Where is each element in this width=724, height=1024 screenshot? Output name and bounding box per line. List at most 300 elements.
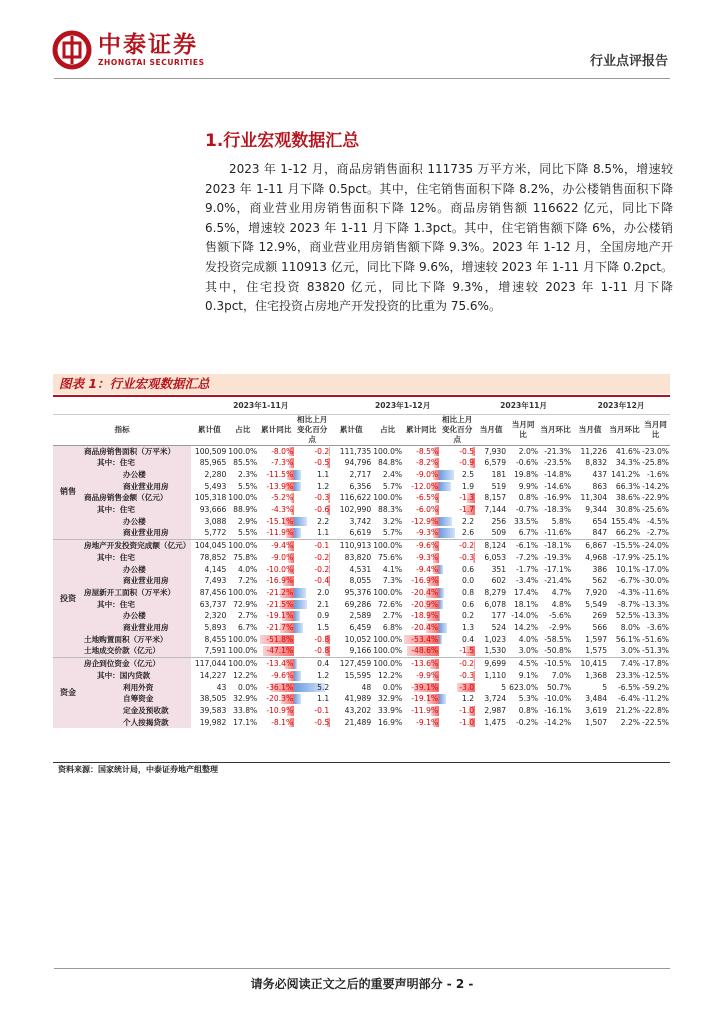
cell-value: 2.6 <box>462 528 475 538</box>
cell-value: -0.9 <box>459 458 475 468</box>
cell-value: -8.0% <box>271 446 294 456</box>
indicator-name: 其中：住宅 <box>83 599 191 611</box>
column-header: 占比 <box>227 414 258 445</box>
cell-value: -22.8% <box>642 705 669 715</box>
column-header: 当月环比 <box>539 414 572 445</box>
positive-data-bar <box>294 517 307 527</box>
data-bar-cell <box>439 504 475 516</box>
macro-data-table-container <box>53 398 670 762</box>
data-bar-cell <box>439 645 475 657</box>
indicator-name: 其中：住宅 <box>83 457 191 469</box>
cell-value: -10.0% <box>266 564 294 574</box>
cell-value: -19.1% <box>266 611 294 621</box>
data-bar-cell <box>439 717 475 729</box>
data-bar-cell <box>294 516 330 528</box>
cell-value: -58.5% <box>544 634 572 644</box>
cell-value: -21.2% <box>266 587 294 597</box>
data-bar-cell <box>258 575 294 587</box>
cell-value: 21,489 <box>344 717 372 727</box>
data-bar-cell <box>258 705 294 717</box>
cell-value: 11,226 <box>580 446 608 456</box>
data-bar-cell <box>403 622 439 634</box>
indicator-name: 土地购置面积（万平米） <box>83 634 191 646</box>
cell-value: 100.0% <box>373 446 403 456</box>
cell-value: -47.1% <box>266 646 294 656</box>
cell-value: -14.0% <box>511 611 539 621</box>
cell-value: -51.6% <box>642 634 669 644</box>
cell-value: 7,920 <box>585 587 608 597</box>
cell-value: 2,280 <box>204 469 227 479</box>
data-bar-cell <box>439 445 475 457</box>
data-bar-cell <box>294 599 330 611</box>
cell-value: 269 <box>592 611 608 621</box>
negative-data-bar <box>330 541 331 551</box>
data-bar-cell <box>439 682 475 694</box>
data-bar-cell <box>403 670 439 682</box>
cell-value: 0.0% <box>382 682 403 692</box>
cell-value: 4.0% <box>518 634 539 644</box>
indicator-name: 其中：国内贷款 <box>83 670 191 682</box>
cell-value: 34.3% <box>615 458 641 468</box>
cell-value: -6.4% <box>617 694 641 704</box>
data-bar-cell <box>294 717 330 729</box>
cell-value: -15.5% <box>608 540 641 552</box>
cell-value: 1.2 <box>317 481 330 491</box>
cell-value: 1,507 <box>585 717 608 727</box>
cell-value: -2.7% <box>646 528 669 538</box>
cell-value: 6,459 <box>349 623 372 633</box>
cell-value: -23.0% <box>642 446 669 456</box>
table-row <box>53 504 670 516</box>
cell-value: 102,990 <box>339 505 372 515</box>
negative-data-bar <box>330 706 331 716</box>
cell-value: 6,619 <box>349 528 372 538</box>
cell-value: -11.6% <box>544 528 572 538</box>
cell-value: 72.6% <box>378 599 403 609</box>
cell-value: -1.3 <box>459 493 475 503</box>
cell-value: -51.3% <box>642 646 669 656</box>
cell-value: -6.5% <box>416 493 439 503</box>
cell-value: 11,304 <box>580 493 608 503</box>
period-header: 2023年1-12月 <box>330 398 475 414</box>
cell-value: 5.5% <box>237 481 258 491</box>
cell-value: 2.1 <box>317 599 330 609</box>
data-bar-cell <box>403 481 439 493</box>
figure-title-divider <box>53 395 670 397</box>
cell-value: 5.7% <box>382 528 403 538</box>
cell-value: -25.6% <box>642 505 669 515</box>
section-label: 投资 <box>53 540 83 658</box>
positive-data-bar <box>439 623 447 633</box>
cell-value: -13.6% <box>411 659 439 669</box>
cell-value: 100.0% <box>373 659 403 669</box>
cell-value: 100.0% <box>373 646 403 656</box>
positive-data-bar <box>294 482 301 492</box>
data-bar-cell <box>258 693 294 705</box>
data-bar-cell <box>403 587 439 599</box>
cell-value: -8.1% <box>271 717 294 727</box>
table-row <box>53 457 670 469</box>
zhongtai-logo-icon <box>52 30 92 70</box>
cell-value: -7.3% <box>271 458 294 468</box>
cell-value: 94,796 <box>344 458 372 468</box>
indicator-name: 定金及预收款 <box>83 705 191 717</box>
cell-value: 78,852 <box>199 552 227 562</box>
table-row <box>53 575 670 587</box>
period-header: 2023年12月 <box>572 398 670 414</box>
positive-data-bar <box>294 528 301 538</box>
indicator-name: 商品房销售金额（亿元） <box>83 492 191 504</box>
cell-value: 256 <box>491 516 507 526</box>
cell-value: 32.9% <box>233 694 258 704</box>
cell-value: 4.0% <box>237 564 258 574</box>
figure-source: 资料来源：国家统计局，中泰证券地产组整理 <box>58 765 218 774</box>
cell-value: 127,459 <box>330 658 372 670</box>
data-bar-cell <box>439 634 475 646</box>
cell-value: -0.2 <box>459 541 475 551</box>
cell-value: 7,493 <box>204 576 227 586</box>
cell-value: 1.2 <box>462 694 475 704</box>
cell-value: -17.1% <box>544 564 572 574</box>
indicator-name: 其中：住宅 <box>83 552 191 564</box>
cell-value: 23.3% <box>615 670 641 680</box>
cell-value: 100.0% <box>228 659 258 669</box>
cell-value: -4.5% <box>646 516 669 526</box>
data-bar-cell <box>439 552 475 564</box>
data-bar-cell <box>403 682 439 694</box>
cell-value: 509 <box>491 528 507 538</box>
cell-value: 1.5 <box>317 623 330 633</box>
data-bar-cell <box>403 516 439 528</box>
cell-value: 0.0 <box>462 576 475 586</box>
column-header: 相比上月变化百分点 <box>439 414 475 445</box>
cell-value: -22.9% <box>642 493 669 503</box>
data-bar-cell <box>258 445 294 457</box>
cell-value: 111,735 <box>339 446 372 456</box>
cell-value: -17.8% <box>642 659 669 669</box>
cell-value: 10,052 <box>344 634 372 644</box>
cell-value: -21.5% <box>266 599 294 609</box>
cell-value: 2.7% <box>237 611 258 621</box>
data-bar-cell <box>403 599 439 611</box>
cell-value: 2.0% <box>518 446 539 456</box>
cell-value: 2,717 <box>349 469 372 479</box>
cell-value: 104,045 <box>191 540 227 552</box>
data-bar-cell <box>403 634 439 646</box>
positive-data-bar <box>439 694 446 704</box>
cell-value: -7.2% <box>516 552 539 562</box>
data-bar-cell <box>439 622 475 634</box>
data-bar-cell <box>258 540 294 552</box>
cell-value: 41.6% <box>615 446 641 456</box>
cell-value: 83,820 <box>344 552 372 562</box>
table-row <box>53 634 670 646</box>
cell-value: 3,088 <box>204 516 227 526</box>
cell-value: 5.8% <box>551 516 572 526</box>
table-row <box>53 658 670 670</box>
cell-value: 110,913 <box>330 540 372 552</box>
cell-value: 654 <box>592 516 608 526</box>
cell-value: 524 <box>491 623 507 633</box>
cell-value: -0.5 <box>314 458 330 468</box>
data-bar-cell <box>258 564 294 576</box>
data-bar-cell <box>258 634 294 646</box>
cell-value: -25.8% <box>642 458 669 468</box>
indicator-name: 其中：住宅 <box>83 504 191 516</box>
positive-data-bar <box>439 565 443 575</box>
cell-value: 5.7% <box>382 481 403 491</box>
negative-data-bar <box>329 565 330 575</box>
data-bar-cell <box>294 457 330 469</box>
cell-value: -30.0% <box>642 576 669 586</box>
cell-value: -0.2 <box>314 552 330 562</box>
logo-chinese-name: 中泰证券 <box>98 32 198 58</box>
data-bar-cell <box>439 587 475 599</box>
table-row <box>53 599 670 611</box>
cell-value: 8,279 <box>484 587 507 597</box>
cell-value: 351 <box>491 564 507 574</box>
table-row <box>53 492 670 504</box>
data-bar-cell <box>403 492 439 504</box>
positive-data-bar <box>294 694 301 704</box>
cell-value: -0.3 <box>314 493 330 503</box>
cell-value: 8,124 <box>475 540 507 552</box>
data-bar-cell <box>294 682 330 694</box>
cell-value: 6.7% <box>237 623 258 633</box>
data-bar-cell <box>258 587 294 599</box>
cell-value: -4.3% <box>617 587 641 597</box>
data-bar-cell <box>439 564 475 576</box>
cell-value: -20.9% <box>411 599 439 609</box>
cell-value: 0.9 <box>317 611 330 621</box>
data-bar-cell <box>258 599 294 611</box>
data-bar-cell <box>439 540 475 552</box>
cell-value: 6,867 <box>572 540 608 552</box>
cell-value: -18.3% <box>544 505 572 515</box>
indicator-name: 自筹资金 <box>83 693 191 705</box>
indicator-name: 办公楼 <box>83 516 191 528</box>
data-bar-cell <box>294 504 330 516</box>
cell-value: -0.3 <box>459 670 475 680</box>
data-bar-cell <box>403 645 439 657</box>
body-paragraph: 2023 年 1-12 月，商品房销售面积 111735 万平方米，同比下降 8.5%，增速较 2023 年 1-11 月下降 0.5pct。其中，住宅销售面积下降 8.2%，办公楼销售面积下降 9.0%，商业营业用房销售面积下降 12%。商品房销售额 116622 亿元，同比下降 6.5%，增速较 2023 年 1-11 月下降 1.3pct。其中，住宅销售额下降 6%，办公楼销售额下降 12.9%，商业营业用房销售额下降 9.3%。2023 年 1-12 月，全国房地产开发投资完成额 110913 亿元，同比下降 9.6%，增速较 2023 年 1-11 月下降 0.2pct。其中，住宅投资 83820 亿元，同比下降 9.3%，增速较 2023 年 1-11 月下降 0.3pct，住宅投资占房地产开发投资的比重为 75.6%。 <box>205 162 673 314</box>
data-bar-cell <box>294 610 330 622</box>
cell-value: 4.5% <box>507 658 539 670</box>
cell-value: 1,023 <box>484 634 507 644</box>
cell-value: -11.9% <box>266 528 294 538</box>
cell-value: 2.9% <box>237 516 258 526</box>
cell-value: -9.4% <box>271 541 294 551</box>
section-title: 1.行业宏观数据汇总 <box>205 131 360 151</box>
data-bar-cell <box>258 658 294 670</box>
cell-value: 2,589 <box>349 611 372 621</box>
cell-value: 38,505 <box>199 694 227 704</box>
cell-value: 6.8% <box>382 623 403 633</box>
cell-value: 100.0% <box>373 634 403 644</box>
cell-value: 100.0% <box>228 446 258 456</box>
data-bar-cell <box>403 552 439 564</box>
report-type-label: 行业点评报告 <box>589 54 668 69</box>
data-bar-cell <box>439 492 475 504</box>
data-bar-cell <box>439 457 475 469</box>
cell-value: 2.2 <box>462 516 475 526</box>
cell-value: 50.7% <box>546 682 572 692</box>
cell-value: -0.1 <box>314 541 330 551</box>
data-bar-cell <box>403 658 439 670</box>
cell-value: 12.2% <box>378 670 403 680</box>
footer-divider <box>54 968 670 969</box>
cell-value: 1.1 <box>317 694 330 704</box>
data-bar-cell <box>403 575 439 587</box>
cell-value: 5 <box>602 682 608 692</box>
cell-value: -17.0% <box>642 564 669 574</box>
cell-value: 21.2% <box>615 705 641 715</box>
cell-value: 1.1 <box>317 469 330 479</box>
negative-data-bar <box>474 659 475 669</box>
company-logo <box>52 30 205 70</box>
cell-value: -3.0 <box>459 682 475 692</box>
cell-value: -20.4% <box>411 623 439 633</box>
cell-value: 100.0% <box>373 587 403 597</box>
cell-value: 7.2% <box>237 576 258 586</box>
cell-value: -14.2% <box>642 481 669 491</box>
cell-value: -21.3% <box>544 446 572 456</box>
cell-value: 14,227 <box>199 670 227 680</box>
cell-value: -13.3% <box>642 599 669 609</box>
table-row <box>53 622 670 634</box>
section-label: 资金 <box>53 658 83 729</box>
positive-data-bar <box>439 611 440 621</box>
data-bar-cell <box>403 469 439 481</box>
table-row <box>53 610 670 622</box>
data-bar-cell <box>258 682 294 694</box>
cell-value: 75.6% <box>378 552 403 562</box>
cell-value: 85,965 <box>199 458 227 468</box>
cell-value: 0.8 <box>462 587 475 597</box>
cell-value: 6,356 <box>349 481 372 491</box>
cell-value: 38.6% <box>615 493 641 503</box>
cell-value: 12.2% <box>233 670 258 680</box>
cell-value: 3,619 <box>585 705 608 715</box>
cell-value: -9.3% <box>416 552 439 562</box>
data-bar-cell <box>403 527 439 539</box>
cell-value: -11.9% <box>411 705 439 715</box>
cell-value: 2,987 <box>484 705 507 715</box>
cell-value: -59.2% <box>642 682 669 692</box>
cell-value: 8,455 <box>204 634 227 644</box>
cell-value: 0.4 <box>462 634 475 644</box>
cell-value: -24.0% <box>642 541 669 551</box>
header-divider <box>54 78 670 79</box>
cell-value: 48 <box>361 682 372 692</box>
positive-data-bar <box>294 611 299 621</box>
data-bar-cell <box>258 481 294 493</box>
cell-value: -12.0% <box>411 481 439 491</box>
cell-value: 9,166 <box>349 646 372 656</box>
cell-value: 7.0% <box>551 670 572 680</box>
cell-value: -9.0% <box>271 552 294 562</box>
cell-value: -16.9% <box>544 493 572 503</box>
cell-value: 7,930 <box>484 446 507 456</box>
table-row <box>53 540 670 552</box>
cell-value: -16.9% <box>266 576 294 586</box>
data-bar-cell <box>258 527 294 539</box>
data-bar-cell <box>403 445 439 457</box>
cell-value: 87,456 <box>199 587 227 597</box>
cell-value: 6,579 <box>484 458 507 468</box>
cell-value: 63,737 <box>199 599 227 609</box>
cell-value: -16.1% <box>544 705 572 715</box>
cell-value: -5.2% <box>271 493 294 503</box>
positive-data-bar <box>294 623 303 633</box>
negative-data-bar <box>474 541 475 551</box>
cell-value: 5.5% <box>237 528 258 538</box>
cell-value: 100.0% <box>373 541 403 551</box>
cell-value: -23.5% <box>544 458 572 468</box>
data-bar-cell <box>258 516 294 528</box>
cell-value: -0.5 <box>459 446 475 456</box>
cell-value: 33.9% <box>378 705 403 715</box>
period-header: 2023年11月 <box>475 398 572 414</box>
cell-value: 75.8% <box>233 552 258 562</box>
cell-value: -0.6% <box>516 458 539 468</box>
cell-value: 4.8% <box>551 599 572 609</box>
cell-value: 5,493 <box>204 481 227 491</box>
cell-value: -15.1% <box>266 516 294 526</box>
cell-value: 562 <box>592 576 608 586</box>
cell-value: -18.9% <box>411 611 439 621</box>
indicator-name: 个人按揭贷款 <box>83 717 191 729</box>
cell-value: -0.2 <box>459 659 475 669</box>
table-row <box>53 469 670 481</box>
data-bar-cell <box>258 457 294 469</box>
cell-value: 100.0% <box>228 587 258 597</box>
cell-value: 85.5% <box>233 458 258 468</box>
cell-value: 32.9% <box>378 694 403 704</box>
cell-value: 386 <box>592 564 608 574</box>
cell-value: 437 <box>592 469 608 479</box>
cell-value: 2.7% <box>382 611 403 621</box>
cell-value: -13.4% <box>266 659 294 669</box>
cell-value: 9.9% <box>518 481 539 491</box>
data-bar-cell <box>439 670 475 682</box>
table-row <box>53 705 670 717</box>
cell-value: -1.5 <box>459 646 475 656</box>
cell-value: -19.1% <box>411 694 439 704</box>
cell-value: -21.4% <box>544 576 572 586</box>
column-header: 当月值 <box>572 414 608 445</box>
cell-value: -11.6% <box>642 587 669 597</box>
cell-value: 4.7% <box>551 587 572 597</box>
data-bar-cell <box>439 658 475 670</box>
positive-data-bar <box>294 588 306 598</box>
data-bar-cell <box>439 469 475 481</box>
data-bar-cell <box>258 492 294 504</box>
data-bar-cell <box>403 564 439 576</box>
cell-value: -9.3% <box>416 528 439 538</box>
cell-value: 8,832 <box>585 458 608 468</box>
cell-value: -0.6 <box>314 505 330 515</box>
cell-value: 2,320 <box>204 611 227 621</box>
cell-value: 100.0% <box>228 493 258 503</box>
header-blank <box>53 398 191 414</box>
column-header: 当月同比 <box>507 414 539 445</box>
data-bar-cell <box>258 552 294 564</box>
data-bar-cell <box>294 540 330 552</box>
negative-data-bar <box>329 553 330 563</box>
indicator-name: 商业营业用房 <box>83 527 191 539</box>
column-header: 累计同比 <box>258 414 294 445</box>
